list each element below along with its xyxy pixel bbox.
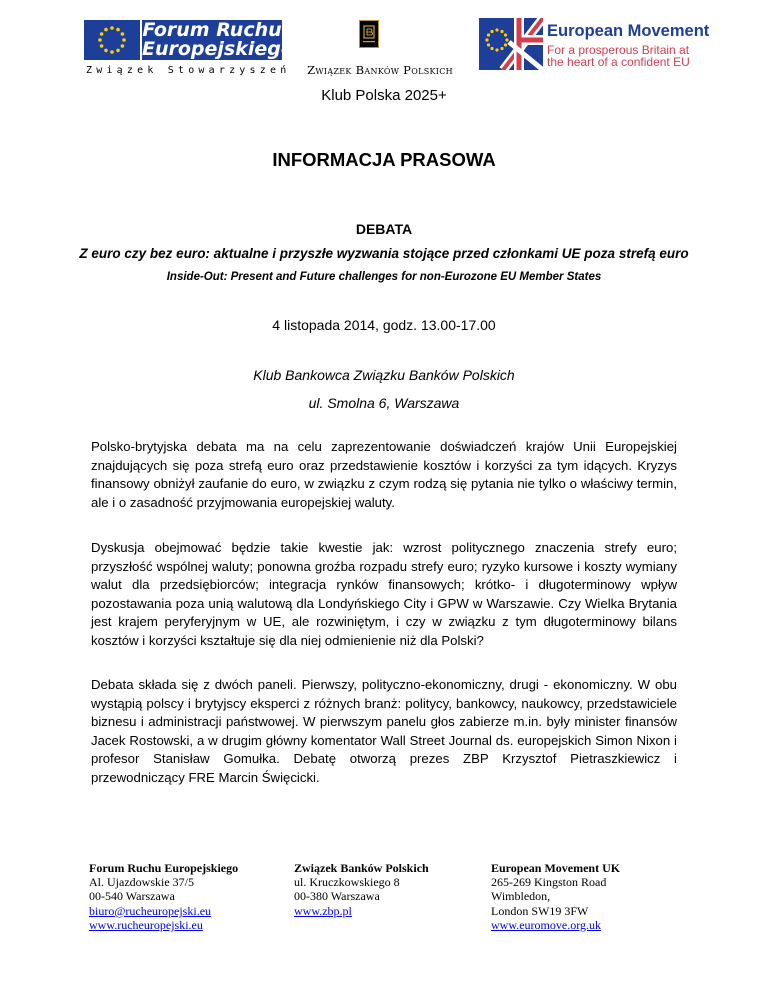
tagline-line1: For a prosperous Britain at <box>547 43 690 57</box>
paragraph-topics: Dyskusja obejmować będzie takie kwestie jak: wzrost politycznego znaczenia strefy euro; przyszłość wspólnej waluty; ponowna groźba rozpadu strefy euro; ryzyko kursowe i koszty wymiany walut dla przedsiębiorców; integracja rynków finansowych; krótko- i długoterminowy wpływ pozostawania poza unią walutową dla Londyńskiego City i GPW w Warszawie. Czy Wielka Brytania jest krajem peryferyjnym w UE, ale rozwiniętym, i czy w związku z tym długoterminowy bilans kosztów i korzyści kształtuje się dla niej odmienienie niż dla Polski? <box>91 540 677 648</box>
footer-org-name: Związek Banków Polskich <box>294 861 429 875</box>
footer-contact-emuk <box>491 861 620 932</box>
footer-contact-zbp <box>294 861 429 918</box>
footer-city-line: London SW19 3FW <box>491 903 589 918</box>
event-address: ul. Smolna 6, Warszawa <box>308 395 460 411</box>
footer-contact-frp <box>89 861 238 932</box>
event-venue: Klub Bankowca Związku Banków Polskich <box>253 367 515 383</box>
footer-address-line: ul. Kruczkowskiego 8 <box>294 875 400 890</box>
page-title: INFORMACJA PRASOWA <box>272 149 496 170</box>
european-movement-logo <box>479 18 709 70</box>
paragraph-panels: Debata składa się z dwóch paneli. Pierwszy, polityczno-ekonomiczny, drugi - ekonomiczny. W obu wystąpią polscy i brytyjscy eksperci z różnych branż: politycy, bankowcy, naukowcy, przedstawiciele biznesu i administracji państwowej. W pierwszym panelu głos zabierze m.in. były minister finansów Jacek Rostowski, a w drugim główny komentator Wall Street Journal ds. europejskich Simon Nixon i profesor Stanisław Gomułka. Debatę otworzą prezes ZBP Krzysztof Pietraszkiewicz i przewodniczący FRE Marcin Święcicki. <box>91 677 677 785</box>
event-title-en: Inside-Out: Present and Future challenges for non-Eurozone EU Member States <box>166 271 602 283</box>
event-label: DEBATA <box>355 221 413 237</box>
zbp-emblem-icon <box>359 20 379 48</box>
event-datetime: 4 listopada 2014, godz. 13.00-17.00 <box>272 317 496 333</box>
forum-logo-subtitle: Związek Stowarzyszeń <box>86 65 291 76</box>
eu-union-jack-flag-icon <box>479 18 543 70</box>
footer-address-line: 265-269 Kingston Road <box>491 875 607 890</box>
event-title-pl: Z euro czy bez euro: aktualne i przyszłe wyzwania stojące przed członkami UE poza strefą euro <box>79 246 689 261</box>
footer-org-name: Forum Ruchu Europejskiego <box>89 861 239 875</box>
paragraph-intro: Polsko-brytyjska debata ma na celu zaprezentowanie doświadczeń krajów Unii Europejskiej znajdujących się poza strefą euro oraz przedstawienie kosztów i korzyści za tym idących. Kryzys finansowy obniżył zaufanie do euro, w związku z czym rodzą się pytania nie tylko o właściwy termin, ale i o zasadność przyjmowania europejskiej waluty. <box>91 439 677 510</box>
forum-logo-wordmark <box>142 19 294 60</box>
website-link[interactable]: www.zbp.pl <box>294 903 352 918</box>
footer-address-line: Al. Ujazdowskie 37/5 <box>89 875 194 890</box>
eu-flag-icon <box>84 20 140 60</box>
tagline-line2: the heart of a confident EU <box>547 55 690 69</box>
email-link[interactable]: biuro@rucheuropejski.eu <box>89 903 212 918</box>
club-name: Klub Polska 2025+ <box>321 87 447 104</box>
website-link[interactable]: www.rucheuropejski.eu <box>89 917 203 932</box>
forum-logo-line2: Europejskiego <box>142 38 294 60</box>
european-movement-title: European Movement <box>547 22 710 40</box>
footer-org-name: European Movement UK <box>491 861 621 875</box>
zbp-logo-name: Związek Banków Polskich <box>307 63 453 77</box>
footer-district-line: Wimbledon, <box>491 889 551 904</box>
footer-city-line: 00-380 Warszawa <box>294 889 380 904</box>
forum-ruchu-europejskiego-logo <box>84 19 294 78</box>
website-link[interactable]: www.euromove.org.uk <box>491 917 601 932</box>
footer-city-line: 00-540 Warszawa <box>89 889 175 904</box>
forum-logo-line1: Forum Ruchu <box>142 19 282 41</box>
european-movement-tagline <box>547 44 690 68</box>
